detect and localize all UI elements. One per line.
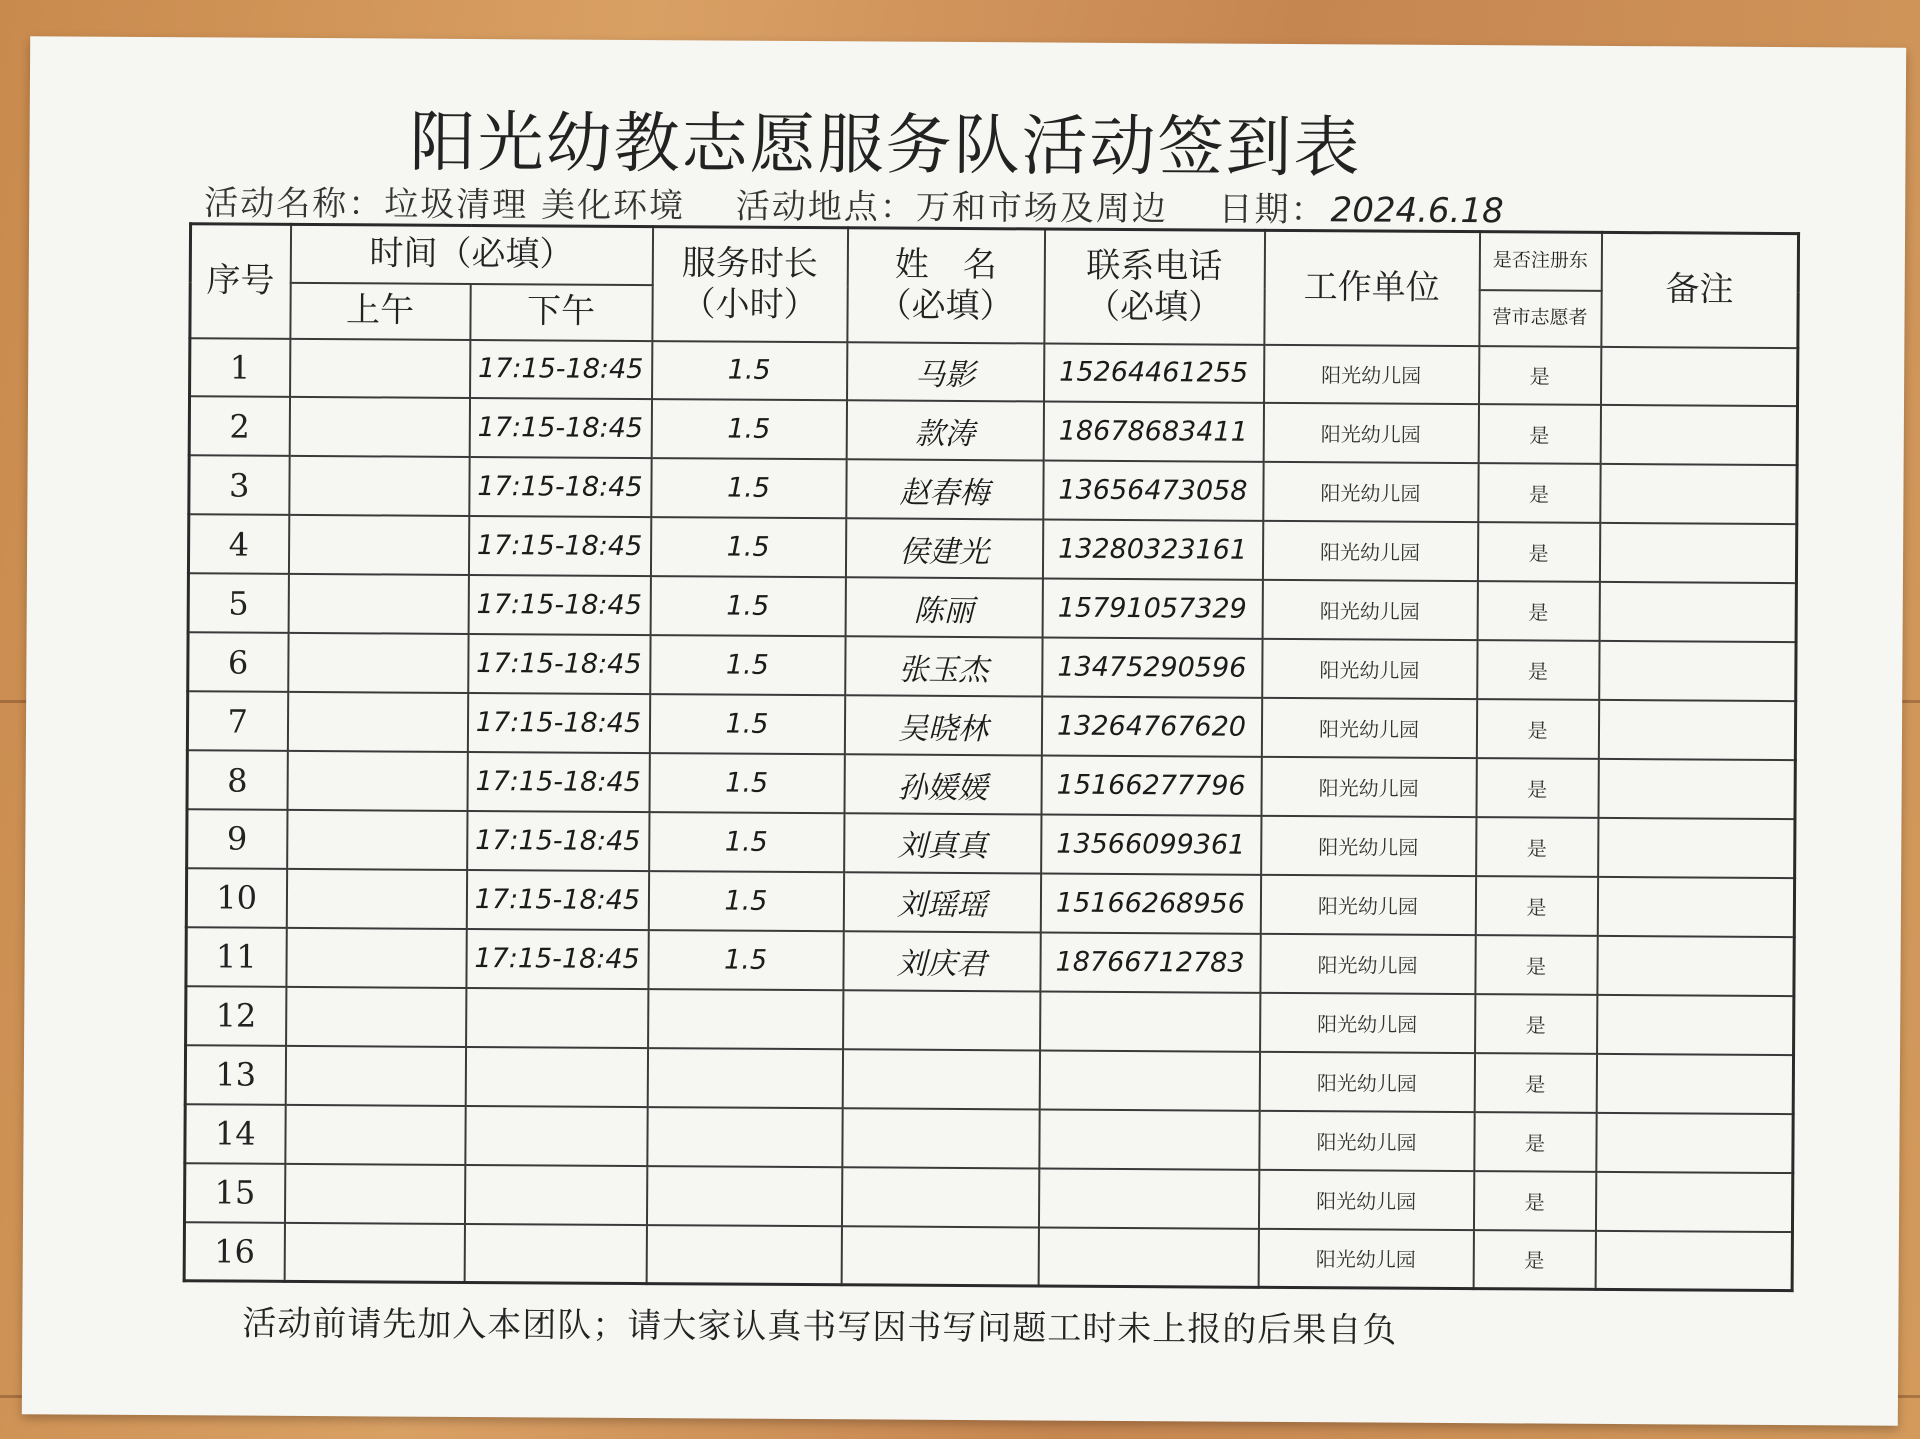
seq-cell: 6 <box>188 632 288 692</box>
am-time-cell <box>285 1046 465 1106</box>
pm-time-cell: 17:15-18:45 <box>468 634 650 694</box>
sign-in-sheet <box>22 36 1906 1425</box>
header-duration <box>652 227 848 342</box>
seq-cell: 12 <box>186 986 286 1046</box>
hours-cell: 1.5 <box>650 517 845 577</box>
name-cell: 马影 <box>847 342 1044 402</box>
registered-cell: 是 <box>1477 581 1599 641</box>
registered-cell: 是 <box>1477 640 1599 700</box>
unit-cell: 阳光幼儿园 <box>1262 639 1477 699</box>
table-row <box>185 1045 1793 1114</box>
hours-cell <box>646 1166 841 1226</box>
registered-cell: 是 <box>1477 522 1599 582</box>
pm-time-cell <box>465 1106 647 1166</box>
hours-cell: 1.5 <box>650 576 845 636</box>
header-name-line1: 姓 名 <box>894 244 997 286</box>
phone-cell: 13264767620 <box>1041 697 1261 757</box>
table-row <box>184 1163 1792 1232</box>
unit-cell: 阳光幼儿园 <box>1260 875 1475 935</box>
registered-cell: 是 <box>1475 876 1597 936</box>
remark-cell <box>1600 405 1797 465</box>
am-time-cell <box>287 810 467 870</box>
table-row <box>190 338 1798 407</box>
location-field <box>736 187 1168 230</box>
header-registered-line1: 是否注册东 <box>1479 232 1601 291</box>
seq-cell: 2 <box>189 397 289 457</box>
hours-cell: 1.5 <box>649 753 844 813</box>
name-cell: 陈丽 <box>845 578 1042 638</box>
pm-time-cell: 17:15-18:45 <box>466 929 648 989</box>
activity-name-value: 垃圾清理 美化环境 <box>384 184 686 227</box>
header-phone <box>1044 229 1265 344</box>
am-time-cell <box>288 633 468 693</box>
phone-cell: 15791057329 <box>1042 579 1262 639</box>
phone-cell <box>1039 1109 1259 1169</box>
unit-cell: 阳光幼儿园 <box>1258 1228 1473 1288</box>
remark-cell <box>1599 523 1796 583</box>
table-body <box>184 338 1798 1291</box>
phone-cell: 13566099361 <box>1041 814 1261 874</box>
header-unit: 工作单位 <box>1264 230 1480 345</box>
header-name-line2: （必填） <box>877 285 1014 327</box>
hours-cell: 1.5 <box>650 635 845 695</box>
table-row <box>186 986 1794 1055</box>
phone-cell <box>1038 1168 1258 1228</box>
name-cell: 刘庆君 <box>843 931 1040 991</box>
table-row <box>185 1104 1793 1173</box>
registered-cell: 是 <box>1473 1171 1595 1231</box>
unit-cell: 阳光幼儿园 <box>1261 757 1476 817</box>
registered-cell: 是 <box>1474 1053 1596 1113</box>
header-phone-line2: （必填） <box>1085 286 1223 328</box>
location-label: 活动地点： <box>735 186 916 228</box>
pm-time-cell <box>466 988 648 1048</box>
name-cell: 吴晓林 <box>844 695 1041 755</box>
header-remark: 备注 <box>1601 232 1799 347</box>
header-duration-line1: 服务时长 <box>681 243 818 285</box>
remark-cell <box>1598 759 1795 819</box>
date-field <box>1219 190 1542 232</box>
seq-cell: 7 <box>187 691 287 751</box>
hours-cell <box>646 1225 841 1285</box>
name-cell <box>843 990 1040 1050</box>
table-row <box>188 574 1796 643</box>
am-time-cell <box>284 1222 464 1282</box>
unit-cell: 阳光幼儿园 <box>1262 580 1477 640</box>
table-row <box>187 750 1795 819</box>
unit-cell: 阳光幼儿园 <box>1262 521 1477 581</box>
unit-cell: 阳光幼儿园 <box>1259 1052 1474 1112</box>
pm-time-cell <box>464 1165 646 1225</box>
unit-cell: 阳光幼儿园 <box>1260 993 1475 1053</box>
header-am: 上午 <box>290 282 470 339</box>
header-time: 时间（必填） <box>290 224 652 284</box>
pm-time-cell <box>465 1047 647 1107</box>
pm-time-cell: 17:15-18:45 <box>469 457 651 517</box>
hours-cell <box>647 1048 842 1108</box>
unit-cell: 阳光幼儿园 <box>1263 462 1478 522</box>
registered-cell: 是 <box>1476 817 1598 877</box>
phone-cell <box>1039 1050 1259 1110</box>
phone-cell: 15166268956 <box>1040 873 1260 933</box>
phone-cell <box>1040 991 1260 1051</box>
sheet-title: 阳光幼教志愿服务队活动签到表 <box>409 103 1362 187</box>
header-registered-line2: 营市志愿者 <box>1479 290 1601 347</box>
table-row <box>186 927 1794 996</box>
phone-cell: 13656473058 <box>1043 461 1263 521</box>
pm-time-cell: 17:15-18:45 <box>466 870 648 930</box>
pm-time-cell: 17:15-18:45 <box>468 575 650 635</box>
date-label: 日期： <box>1218 189 1327 231</box>
remark-cell <box>1601 346 1798 406</box>
remark-cell <box>1596 1113 1793 1173</box>
seq-cell: 16 <box>184 1222 284 1282</box>
table-row <box>189 397 1797 466</box>
remark-cell <box>1599 641 1796 701</box>
header-seq: 序号 <box>190 224 291 339</box>
remark-cell <box>1600 464 1797 524</box>
pm-time-cell: 17:15-18:45 <box>470 339 652 399</box>
name-cell: 侯建光 <box>845 519 1042 579</box>
am-time-cell <box>286 869 466 929</box>
seq-cell: 13 <box>185 1045 285 1105</box>
registered-cell: 是 <box>1476 699 1598 759</box>
hours-cell: 1.5 <box>649 694 844 754</box>
hours-cell: 1.5 <box>648 871 843 931</box>
registered-cell: 是 <box>1474 1112 1596 1172</box>
pm-time-cell: 17:15-18:45 <box>468 516 650 576</box>
name-cell <box>841 1226 1038 1286</box>
phone-cell <box>1038 1227 1258 1287</box>
unit-cell: 阳光幼儿园 <box>1261 698 1476 758</box>
header-name <box>847 228 1045 343</box>
name-cell <box>842 1108 1039 1168</box>
seq-cell: 5 <box>188 574 288 634</box>
seq-cell: 1 <box>190 338 290 398</box>
hours-cell: 1.5 <box>649 812 844 872</box>
remark-cell <box>1596 1054 1793 1114</box>
seq-cell: 14 <box>185 1104 285 1164</box>
remark-cell <box>1597 877 1794 937</box>
pm-time-cell: 17:15-18:45 <box>469 398 651 458</box>
hours-cell <box>648 989 843 1049</box>
seq-cell: 11 <box>186 927 286 987</box>
am-time-cell <box>286 987 466 1047</box>
am-time-cell <box>285 1105 465 1165</box>
registered-cell: 是 <box>1475 994 1597 1054</box>
registered-cell: 是 <box>1476 758 1598 818</box>
phone-cell: 15166277796 <box>1041 756 1261 816</box>
remark-cell <box>1597 995 1794 1055</box>
phone-cell: 18766712783 <box>1040 932 1260 992</box>
hours-cell: 1.5 <box>651 400 846 460</box>
footer-note: 活动前请先加入本团队；请大家认真书写因书写问题工时未上报的后果自负 <box>242 1303 1398 1351</box>
phone-cell: 18678683411 <box>1043 402 1263 462</box>
am-time-cell <box>284 1163 464 1223</box>
hours-cell <box>647 1107 842 1167</box>
remark-cell <box>1595 1230 1792 1290</box>
table-row <box>187 809 1795 878</box>
unit-cell: 阳光幼儿园 <box>1260 934 1475 994</box>
name-cell: 刘瑶瑶 <box>843 872 1040 932</box>
am-time-cell <box>287 692 467 752</box>
unit-cell: 阳光幼儿园 <box>1259 1110 1474 1170</box>
table-row <box>184 1222 1792 1291</box>
table-row <box>189 456 1797 525</box>
remark-cell <box>1595 1171 1792 1231</box>
date-value: 2024.6.18 <box>1330 190 1504 232</box>
table-row <box>187 691 1795 760</box>
pm-time-cell: 17:15-18:45 <box>467 752 649 812</box>
activity-name-label: 活动名称： <box>204 183 385 225</box>
registered-cell: 是 <box>1479 346 1601 406</box>
am-time-cell <box>286 928 466 988</box>
name-cell: 赵春梅 <box>846 460 1043 520</box>
unit-cell: 阳光幼儿园 <box>1263 403 1478 463</box>
am-time-cell <box>288 574 468 634</box>
name-cell: 款涛 <box>846 401 1043 461</box>
seq-cell: 4 <box>188 515 288 575</box>
name-cell <box>842 1049 1039 1109</box>
header-duration-line2: （小时） <box>681 284 818 325</box>
remark-cell <box>1597 936 1794 996</box>
phone-cell: 13280323161 <box>1042 520 1262 580</box>
pm-time-cell: 17:15-18:45 <box>467 811 649 871</box>
remark-cell <box>1598 818 1795 878</box>
header-phone-line1: 联系电话 <box>1086 245 1223 287</box>
name-cell <box>841 1167 1038 1227</box>
pm-time-cell: 17:15-18:45 <box>467 693 649 753</box>
seq-cell: 9 <box>187 809 287 869</box>
sign-in-table <box>183 222 1800 1292</box>
remark-cell <box>1598 700 1795 760</box>
pm-time-cell <box>464 1224 646 1284</box>
am-time-cell <box>289 456 469 516</box>
seq-cell: 10 <box>186 868 286 928</box>
header-pm: 下午 <box>470 283 652 340</box>
hours-cell: 1.5 <box>651 458 846 518</box>
table-row <box>188 515 1796 584</box>
am-time-cell <box>289 397 469 457</box>
unit-cell: 阳光幼儿园 <box>1261 816 1476 876</box>
am-time-cell <box>290 338 470 398</box>
am-time-cell <box>288 515 468 575</box>
seq-cell: 15 <box>184 1163 284 1223</box>
registered-cell: 是 <box>1475 935 1597 995</box>
registered-cell: 是 <box>1478 464 1600 524</box>
remark-cell <box>1599 582 1796 642</box>
activity-name-field <box>204 183 685 226</box>
seq-cell: 3 <box>189 456 289 516</box>
hours-cell: 1.5 <box>652 341 847 401</box>
table-row <box>188 632 1796 701</box>
table-row <box>186 868 1794 937</box>
phone-cell: 15264461255 <box>1044 343 1264 403</box>
hours-cell: 1.5 <box>648 930 843 990</box>
seq-cell: 8 <box>187 750 287 810</box>
location-value: 万和市场及周边 <box>915 187 1168 230</box>
name-cell: 刘真真 <box>844 813 1041 873</box>
unit-cell: 阳光幼儿园 <box>1258 1169 1473 1229</box>
am-time-cell <box>287 751 467 811</box>
registered-cell: 是 <box>1473 1230 1595 1290</box>
phone-cell: 13475290596 <box>1042 638 1262 698</box>
unit-cell: 阳光幼儿园 <box>1264 344 1479 404</box>
registered-cell: 是 <box>1478 405 1600 465</box>
name-cell: 孙媛媛 <box>844 754 1041 814</box>
name-cell: 张玉杰 <box>845 636 1042 696</box>
